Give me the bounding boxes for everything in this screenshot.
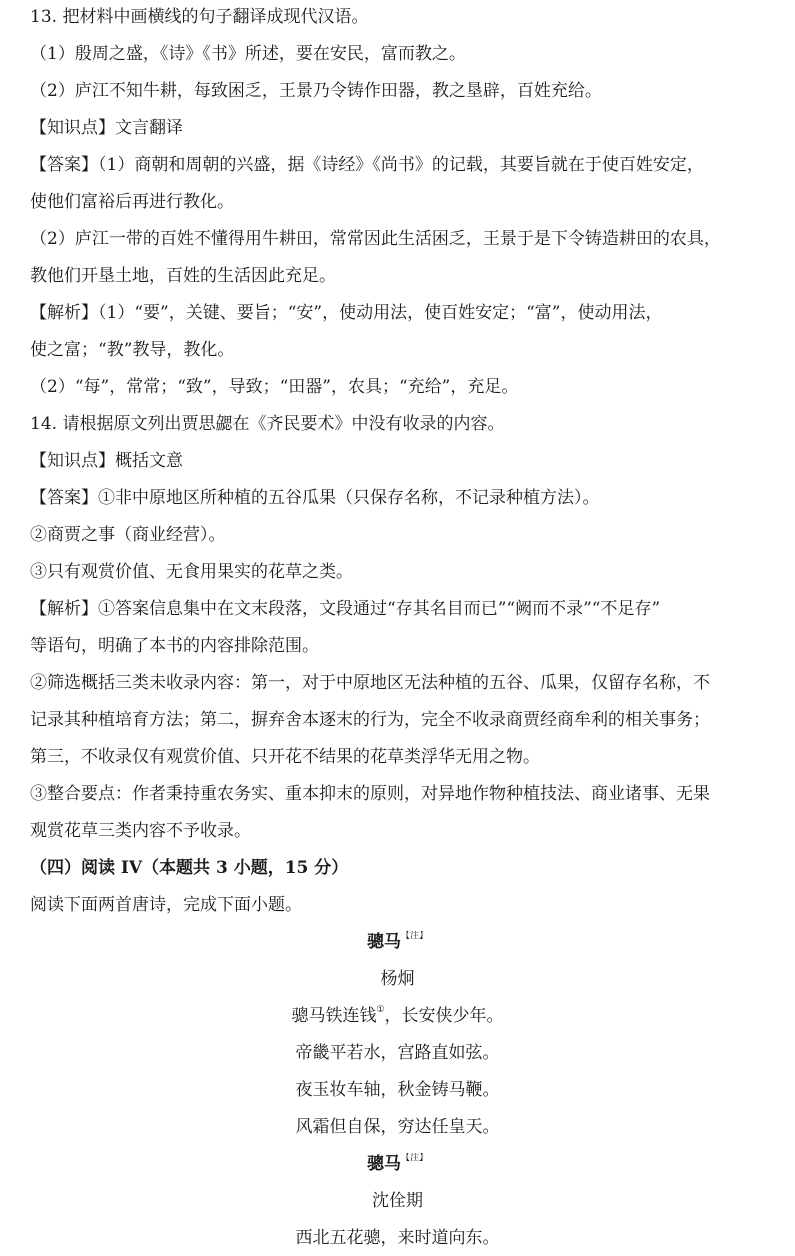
poem1-line-1-text: 骢马铁连钱	[291, 1006, 377, 1026]
section-heading: （四）阅读 IV（本题共 3 小题，15 分）	[30, 858, 349, 878]
q14-answer-line-2: ②商贾之事（商业经营）。	[30, 525, 226, 545]
poem1-line-3: 夜玉妆车轴，秋金铸马鞭。	[295, 1080, 500, 1100]
poem1-line-4: 风霜但自保，穷达任皇天。	[295, 1117, 500, 1137]
q13-analysis-line-2: 使之富；“教”教导，教化。	[30, 340, 235, 360]
q14-title: 14. 请根据原文列出贾思勰在《齐民要术》中没有收录的内容。	[30, 414, 505, 434]
q14-analysis-line-3: ②筛选概括三类未收录内容：第一，对于中原地区无法种植的五谷、瓜果，仅留存名称，不	[30, 673, 710, 693]
poem1-title: 骢马	[366, 932, 401, 952]
q13-knowledge-point: 【知识点】文言翻译	[30, 118, 183, 138]
poem1-line-1-rest: ，长安侠少年。	[384, 1006, 504, 1026]
poem2-title: 骢马	[366, 1154, 401, 1174]
q14-analysis-line-1: 【解析】①答案信息集中在文末段落，文段通过“存其名目而已”“阙而不录”“不足存”	[30, 599, 661, 619]
q14-analysis-line-6: ③整合要点：作者秉持重农务实、重本抑末的原则，对异地作物种植技法、商业诸事、无果	[30, 784, 710, 804]
q14-answer-line-1: 【答案】①非中原地区所种植的五谷瓜果（只保存名称，不记录种植方法）。	[30, 488, 600, 508]
poem2-author: 沈佺期	[372, 1191, 423, 1211]
poem1-line-2: 帝畿平若水，宫路直如弦。	[295, 1043, 500, 1063]
poem1-line-1	[0, 1005, 795, 1027]
q14-analysis-line-4: 记录其种植培育方法；第二，摒弃舍本逐末的行为，完全不收录商贾经商牟利的相关事务；	[30, 710, 710, 730]
q14-analysis-line-7: 观赏花草三类内容不予收录。	[30, 821, 251, 841]
poem1-note-mark: 【注】	[400, 931, 428, 941]
q13-analysis-line-1: 【解析】（1）“要”，关键、要旨；“安”，使动用法，使百姓安定；“富”，使动用法，	[30, 303, 663, 323]
q13-answer-line-2: 使他们富裕后再进行教化。	[30, 192, 234, 212]
q13-sentence-1: （1）殷周之盛，《诗》《书》所述，要在安民，富而教之。	[30, 44, 466, 64]
section-intro: 阅读下面两首唐诗，完成下面小题。	[30, 895, 302, 915]
poem2-note-mark: 【注】	[400, 1153, 428, 1163]
q13-analysis-line-3: （2）“每”，常常；“致”，导致；“田器”，农具；“充给”，充足。	[30, 377, 519, 397]
q14-analysis-line-2: 等语句，明确了本书的内容排除范围。	[30, 636, 319, 656]
q13-answer-line-4: 教他们开垦土地，百姓的生活因此充足。	[30, 266, 336, 286]
q14-answer-line-3: ③只有观赏价值、无食用果实的花草之类。	[30, 562, 353, 582]
poem1-title-row	[0, 931, 795, 953]
footnote-mark: ①	[376, 1005, 385, 1015]
q13-title: 13. 把材料中画横线的句子翻译成现代汉语。	[30, 7, 369, 27]
q13-sentence-2: （2）庐江不知牛耕，每致困乏，王景乃令铸作田器，教之垦辟，百姓充给。	[30, 81, 602, 101]
q14-analysis-line-5: 第三，不收录仅有观赏价值、只开花不结果的花草类浮华无用之物。	[30, 747, 540, 767]
poem2-title-row	[0, 1153, 795, 1175]
q13-answer-line-3: （2）庐江一带的百姓不懂得用牛耕田，常常因此生活困乏，王景于是下令铸造耕田的农具，	[30, 229, 721, 249]
poem1-author: 杨炯	[380, 969, 415, 989]
poem2-line-1: 西北五花骢，来时道向东。	[295, 1228, 500, 1248]
q14-knowledge-point: 【知识点】概括文意	[30, 451, 183, 471]
q13-answer-line-1: 【答案】（1）商朝和周朝的兴盛，据《诗经》《尚书》的记载，其要旨就在于使百姓安定，	[30, 155, 704, 175]
